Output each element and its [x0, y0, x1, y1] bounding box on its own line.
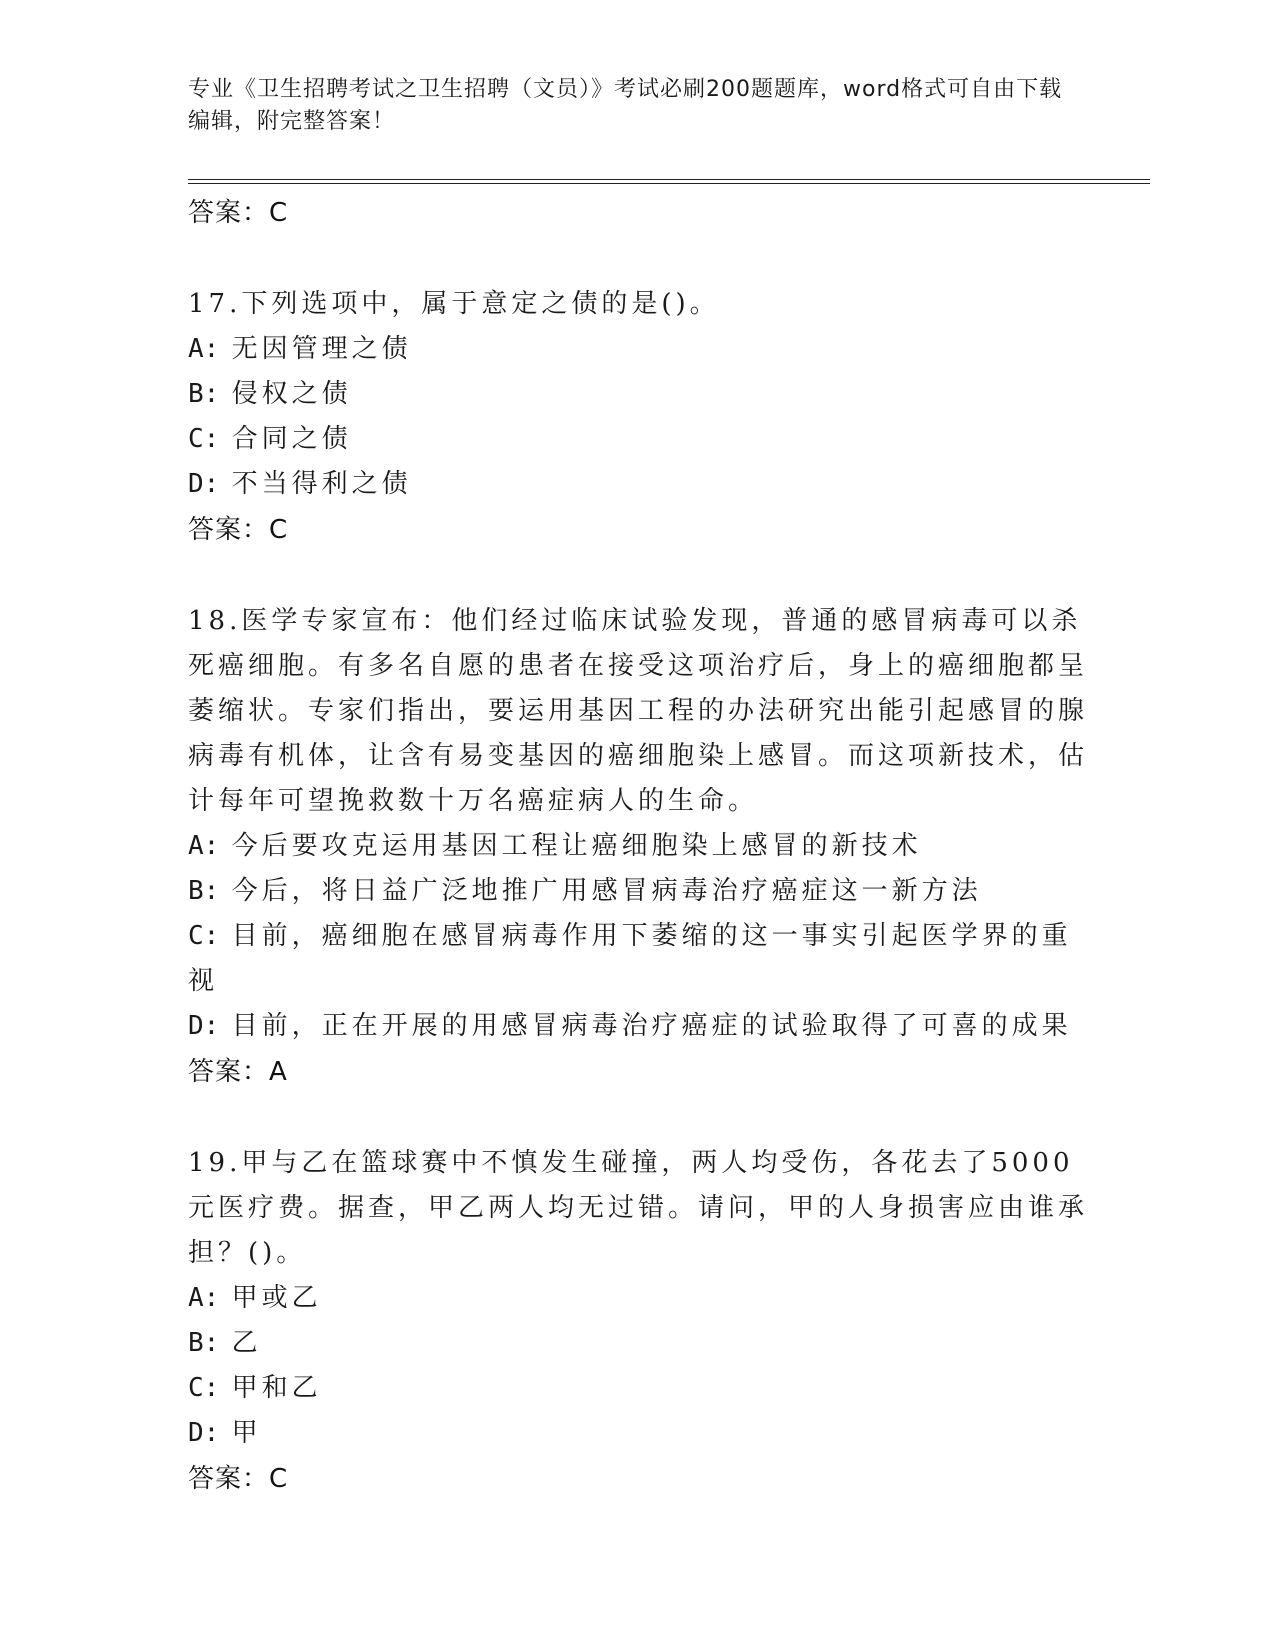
option-text: 甲和乙: [231, 1373, 322, 1403]
header-rule-bottom: [188, 183, 1150, 184]
option-text: 今后要攻克运用基因工程让癌细胞染上感冒的新技术: [231, 831, 922, 861]
option-text: 目前，癌细胞在感冒病毒作用下萎缩的这一事实引起医学界的重视: [188, 921, 1072, 996]
option-text: 侵权之债: [231, 379, 352, 409]
option-b: [188, 1321, 1088, 1366]
option-b: [188, 372, 1088, 417]
option-text: 甲或乙: [231, 1283, 322, 1313]
document-header: 专业《卫生招聘考试之卫生招聘（文员）》考试必刷200题题库，word格式可自由下载编辑，附完整答案！: [188, 77, 1063, 134]
option-c: [188, 417, 1088, 462]
answer-line: 答案：C: [188, 198, 289, 228]
option-c: [188, 914, 1088, 1004]
option-d: [188, 1411, 1088, 1456]
option-letter: D:: [188, 1418, 220, 1448]
option-letter: A:: [188, 1283, 220, 1313]
question-block: [188, 1141, 1088, 1502]
option-letter: C:: [188, 921, 220, 951]
option-letter: C:: [188, 1373, 220, 1403]
document-body: [188, 190, 1088, 1502]
option-letter: A:: [188, 334, 220, 364]
option-text: 不当得利之债: [231, 469, 412, 499]
option-c: [188, 1366, 1088, 1411]
question-stem: 18.医学专家宣布：他们经过临床试验发现，普通的感冒病毒可以杀死癌细胞。有多名自愿的患者在接受这项治疗后，身上的癌细胞都呈萎缩状。专家们指出，要运用基因工程的办法研究出能引起感冒的腺病毒有机体，让含有易变基因的癌细胞染上感冒。而这项新技术，估计每年可望挽救数十万名癌症病人的生命。: [188, 606, 1089, 816]
header-rule-top: [188, 179, 1150, 180]
option-text: 乙: [231, 1328, 262, 1358]
option-letter: B:: [188, 379, 220, 409]
option-text: 今后，将日益广泛地推广用感冒病毒治疗癌症这一新方法: [231, 876, 982, 906]
option-a: [188, 1276, 1088, 1321]
option-text: 甲: [231, 1418, 262, 1448]
option-a: [188, 327, 1088, 372]
question-stem: 17.下列选项中，属于意定之债的是()。: [188, 289, 720, 319]
option-a: [188, 824, 1088, 869]
option-letter: C:: [188, 424, 220, 454]
option-letter: A:: [188, 831, 220, 861]
option-d: [188, 462, 1088, 507]
option-text: 目前，正在开展的用感冒病毒治疗癌症的试验取得了可喜的成果: [231, 1011, 1072, 1041]
question-stem: 19.甲与乙在篮球赛中不慎发生碰撞，两人均受伤，各花去了5000元医疗费。据查，甲乙两人均无过错。请问，甲的人身损害应由谁承担？()。: [188, 1148, 1089, 1268]
answer-line: 答案：A: [188, 1057, 288, 1087]
answer-line: 答案：C: [188, 1464, 289, 1494]
question-block: [188, 282, 1088, 553]
option-text: 合同之债: [231, 424, 352, 454]
option-letter: D:: [188, 469, 220, 499]
option-letter: B:: [188, 1328, 220, 1358]
option-text: 无因管理之债: [231, 334, 412, 364]
option-letter: B:: [188, 876, 220, 906]
option-b: [188, 869, 1088, 914]
answer-line: 答案：C: [188, 515, 289, 545]
option-d: [188, 1004, 1088, 1049]
question-block: [188, 599, 1088, 1095]
option-letter: D:: [188, 1011, 220, 1041]
